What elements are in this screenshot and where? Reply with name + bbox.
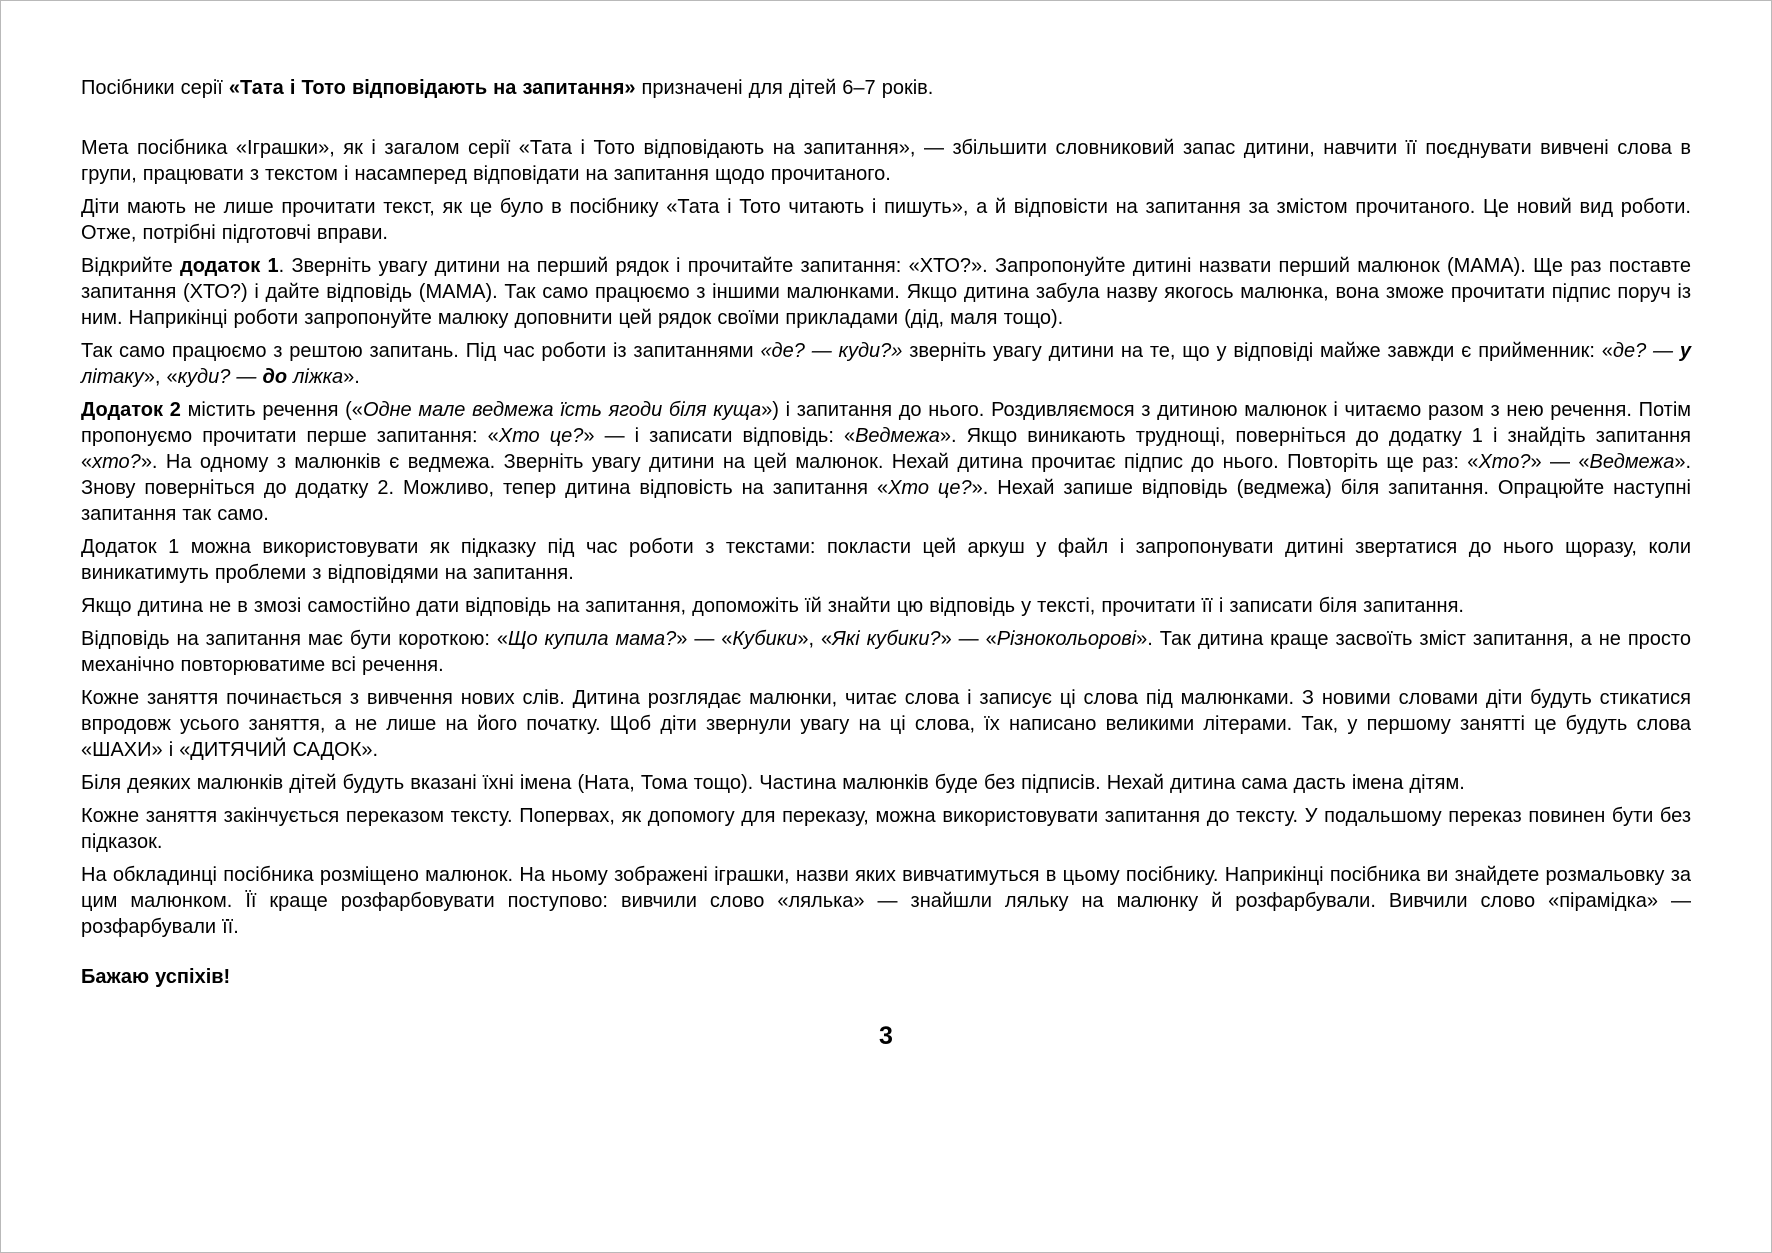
text-run: ». Нехай запише відповідь (ведмежа) біля запитання. Опрацюйте наступні запитання так само. bbox=[81, 477, 1691, 525]
text-run: містить речення (« bbox=[180, 399, 363, 421]
text-run: Які кубики? bbox=[832, 628, 941, 650]
paragraph-children-names bbox=[81, 770, 1691, 796]
text-run: » — « bbox=[676, 628, 733, 650]
text-run: . Зверніть увагу дитини на перший рядок і прочитайте запитання: «ХТО?». Запропонуйте дитині назвати перший малюнок (МАМА). Ще раз поставте запитання (ХТО?) і дайте відповідь (МАМА). Так само працюємо з іншими малюнками. Якщо дитина забула назву якогось малюнка, вона зможе прочитати підпис поруч із ним. Наприкінці роботи запропонуйте малюку доповнити цей рядок своїми прикладами (дід, маля тощо). bbox=[81, 255, 1691, 329]
text-run: ») і запитання до нього. Роздивляємося з дитиною малюнок і читаємо разом з нею речення. Потім пропонуємо прочитати перше запитання: « bbox=[81, 399, 1692, 447]
text-run: На обкладинці посібника розміщено малюнок. На ньому зображені іграшки, назви яких вивчатимуться в цьому посібнику. Наприкінці посібника ви знайдете розмальовку за цим малюнком. Її краще розфарбовувати поступово: вивчили слово «лялька» — знайшли ляльку на малюнку й розфарбували. Вивчили слово «пірамідка» — розфарбували її. bbox=[81, 864, 1691, 938]
paragraph-new-type-of-work bbox=[81, 194, 1691, 246]
text-run: Ведмежа bbox=[855, 425, 940, 447]
text-run: Ведмежа bbox=[1589, 451, 1675, 473]
paragraph-goal bbox=[81, 135, 1691, 187]
text-run: ». bbox=[343, 366, 360, 388]
text-run: Біля деяких малюнків дітей будуть вказані їхні імена (Ната, Тома тощо). Частина малюнків буде без підписів. Нехай дитина сама дасть імена дітям. bbox=[81, 772, 1465, 794]
text-run: » — і записати відповідь: « bbox=[583, 425, 856, 447]
text-run: Одне мале ведмежа їсть ягоди біля куща bbox=[362, 399, 762, 421]
text-run: », « bbox=[143, 366, 178, 388]
text-run: Мета посібника «Іграшки», як і загалом серії «Тата і Тото відповідають на запитання», — збільшити словниковий запас дитини, навчити її поєднувати вивчені слова в групи, працювати з текстом і насамперед відповідати на запитання щодо прочитаного. bbox=[81, 137, 1691, 185]
text-run: Відкрийте bbox=[81, 255, 180, 277]
text-run: «де? — куди?» bbox=[760, 340, 903, 362]
text-run: Посібники серії bbox=[81, 77, 229, 99]
paragraph-appendix1-as-hint bbox=[81, 534, 1691, 586]
text-run: Хто? bbox=[1478, 451, 1531, 473]
text-run: призначені для дітей 6–7 років. bbox=[635, 77, 934, 99]
text-run: ». На одному з малюнків є ведмежа. Зверніть увагу дитини на цей малюнок. Нехай дитина прочитає підпис до нього. Повторіть ще раз: « bbox=[140, 451, 1479, 473]
text-run: » — « bbox=[940, 628, 997, 650]
paragraph-questions-de-kudy bbox=[81, 338, 1691, 390]
text-run: Відповідь на запитання має бути короткою: « bbox=[81, 628, 508, 650]
paragraph-appendix2-instructions bbox=[81, 397, 1691, 527]
text-run: Додаток 1 можна використовувати як підказку під час роботи з текстами: покласти цей аркуш у файл і запропонувати дитині звертатися до нього щоразу, коли виникатимуть проблеми з відповідями на запитання. bbox=[81, 536, 1691, 584]
document-body bbox=[1, 1, 1771, 1051]
text-run: Так само працюємо з рештою запитань. Під час роботи із запитаннями bbox=[81, 340, 761, 362]
text-run: додаток 1 bbox=[180, 255, 279, 277]
text-run: Кожне заняття закінчується переказом тексту. Попервах, як допомогу для переказу, можна використовувати запитання до тексту. У подальшому переказ повинен бути без підказок. bbox=[81, 805, 1691, 853]
text-run: Якщо дитина не в змозі самостійно дати відповідь на запитання, допоможіть їй знайти цю відповідь у тексті, прочитати її і записати біля запитання. bbox=[81, 595, 1464, 617]
text-run: ліжка bbox=[287, 366, 344, 388]
text-run: куди? — bbox=[177, 366, 263, 388]
text-run: літаку bbox=[81, 366, 144, 388]
paragraph-cover-coloring bbox=[81, 862, 1691, 940]
text-run: хто? bbox=[92, 451, 141, 473]
text-run: » — « bbox=[1530, 451, 1590, 473]
text-run: ». Так дитина краще засвоїть зміст запитання, а не просто механічно повторюватиме всі речення. bbox=[81, 628, 1691, 676]
text-run: «Тата і Тото відповідають на запитання» bbox=[228, 77, 636, 99]
text-run: у bbox=[1679, 340, 1692, 362]
text-run: ». Якщо виникають труднощі, поверніться до додатку 1 і знайдіть запитання « bbox=[81, 425, 1691, 473]
closing-wish bbox=[81, 964, 1691, 990]
text-run: Кубики bbox=[732, 628, 798, 650]
text-run: Хто це? bbox=[888, 477, 972, 499]
text-run: Різнокольорові bbox=[996, 628, 1137, 650]
text-run: Хто це? bbox=[498, 425, 584, 447]
paragraph-appendix1-instructions bbox=[81, 253, 1691, 331]
text-run: до bbox=[262, 366, 288, 388]
paragraph-short-answers bbox=[81, 626, 1691, 678]
paragraph-series-audience bbox=[81, 75, 1691, 101]
paragraph-retelling bbox=[81, 803, 1691, 855]
text-run: Кожне заняття починається з вивчення нових слів. Дитина розглядає малюнки, читає слова і записує ці слова під малюнками. З новими словами діти будуть стикатися впродовж усього заняття, а не лише на його початку. Щоб діти звернули увагу на ці слова, їх написано великими літерами. Так, у першому занятті це будуть слова «ШАХИ» і «ДИТЯЧИЙ САДОК». bbox=[81, 687, 1691, 761]
text-run: де? — bbox=[1612, 340, 1680, 362]
text-run: Що купила мама? bbox=[508, 628, 677, 650]
paragraph-new-words bbox=[81, 685, 1691, 763]
text-run: Додаток 2 bbox=[81, 399, 181, 421]
page-number: 3 bbox=[879, 1022, 893, 1050]
paragraph-help-find-answer bbox=[81, 593, 1691, 619]
text-run: ». Знову поверніться до додатку 2. Можливо, тепер дитина відповість на запитання « bbox=[81, 451, 1692, 499]
text-run: », « bbox=[797, 628, 833, 650]
text-run: зверніть увагу дитини на те, що у відповіді майже завжди є прийменник: « bbox=[902, 340, 1613, 362]
text-run: Бажаю успіхів! bbox=[81, 966, 231, 988]
text-run: Діти мають не лише прочитати текст, як це було в посібнику «Тата і Тото читають і пишуть», а й відповісти на запитання за змістом прочитаного. Це новий вид роботи. Отже, потрібні підготовчі вправи. bbox=[81, 196, 1691, 244]
